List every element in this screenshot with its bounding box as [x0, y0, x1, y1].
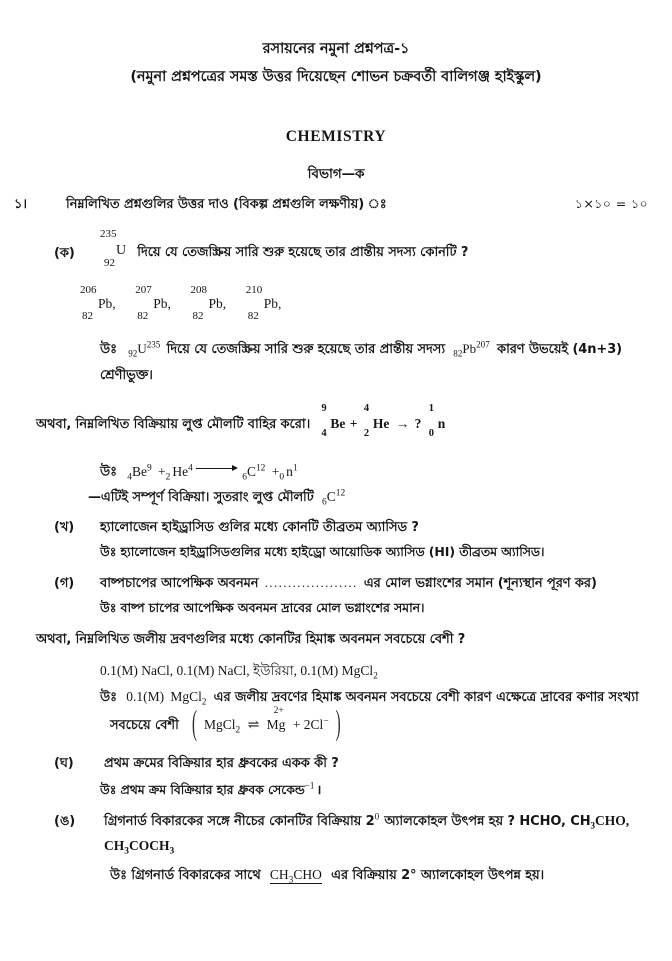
equil-left: MgCl [203, 717, 236, 732]
part-ka-alt-intro: অথবা, নিম্নলিখিত বিক্রিয়ায় লুপ্ত মৌলটি বাহির করো। [36, 417, 311, 432]
option-pb-206 [80, 284, 132, 322]
part-gha-answer [100, 780, 321, 802]
subject-heading: CHEMISTRY [285, 128, 387, 145]
alt-answer-line2-text: —এটিই সম্পূর্ণ বিক্রিয়া। সুতরাং লুপ্ত মৌলটি [88, 490, 314, 505]
option-mass: 206 [80, 284, 97, 296]
alt-answer-species [322, 488, 346, 508]
eq-plus-1: + [158, 463, 166, 479]
answer-pb-mass: 207 [476, 339, 490, 350]
he-atomic: 2 [363, 428, 370, 439]
part-ka-label: (ক) [54, 246, 75, 261]
part-ga-label: (গ) [54, 576, 75, 591]
option-symbol: Pb, [208, 296, 227, 311]
una-l2-b: COCH [128, 838, 170, 853]
equilibrium-equation [190, 706, 343, 736]
reaction-n [428, 403, 446, 439]
part-una-question-line-2 [104, 838, 175, 857]
equil-mg [266, 706, 286, 733]
part-gha-answer-text: উঃ প্রথম ক্রম বিক্রিয়ার হার ধ্রুবক সেকেন্ড [100, 782, 305, 797]
part-ga-alt-answer-line-2 [110, 706, 343, 737]
alt-ga-concentration: 0.1(M) [126, 689, 165, 704]
part-kha-question: হ্যালোজেন হাইড্রাসিড গুলির মধ্যে কোনটি তীব্রতম অ্যাসিড ? [100, 520, 419, 535]
eq-n-atomic: 0 [279, 472, 285, 483]
eq-he-mass: 4 [188, 463, 193, 473]
part-ga-question [100, 574, 597, 595]
be-atomic: 4 [321, 428, 327, 439]
part-gha-label: (ঘ) [54, 756, 74, 771]
option-pb-207 [135, 284, 187, 322]
option-mass: 208 [190, 284, 207, 296]
be-mass: 9 [321, 403, 327, 414]
isotope-symbol: U [116, 243, 127, 258]
n-atomic: 0 [428, 428, 434, 439]
isotope-u235 [100, 228, 134, 269]
part-ka-answer-line-1 [100, 340, 622, 361]
una-l2-sub1: 3 [124, 846, 129, 857]
alt-ga-formula: MgCl [170, 689, 202, 704]
isotope-atomic-number: 92 [104, 257, 115, 269]
eq-c-mass: 12 [255, 463, 266, 473]
alt-ga-formula-sub: 2 [201, 696, 207, 707]
species-atomic: 6 [322, 497, 327, 508]
answer-pb-atomic: 82 [453, 348, 463, 359]
reaction-arrow-icon: → [395, 416, 410, 431]
paper-title: রসায়নের নমুনা প্রশ্নপত্র-১ [262, 41, 410, 57]
be-symbol: Be [330, 416, 346, 431]
part-una-answer [110, 866, 544, 887]
answer-prefix: উঃ [100, 342, 117, 357]
option-atomic: 82 [137, 310, 149, 322]
una-degree-sup: 0 [374, 811, 380, 822]
reaction-plus: + [349, 416, 358, 431]
paper-subtitle: (নমুনা প্রশ্নপত্রের সমস্ত উত্তর দিয়েছেন শোভন চক্রবর্তী বালিগঞ্জ হাইস্কুল) [130, 69, 542, 85]
eq-be-mass: 9 [146, 463, 152, 473]
part-ka-question-text: দিয়ে যে তেজস্ক্রিয় সারি শুরু হয়েছে তার প্রান্তীয় সদস্য কোনটি ? [137, 245, 469, 260]
part-gha-exponent: −1 [304, 780, 315, 791]
answer-u-mass: 235 [146, 339, 161, 350]
equil-left-sub: 2 [235, 725, 241, 736]
eq-c-symbol: C [246, 463, 256, 479]
option-atomic: 82 [192, 310, 204, 322]
answer-middle-text: দিয়ে যে তেজস্ক্রিয় সারি শুরু হয়েছে তার প্রান্তীয় সদস্য [166, 342, 446, 357]
una-answer-species [270, 867, 322, 884]
part-ga-alt-intro: অথবা, নিম্নলিখিত জলীয় দ্রবণগুলির মধ্যে কোনটির হিমাঙ্ক অবনমন সবচেয়ে বেশী ? [36, 632, 466, 647]
section-heading: বিভাগ—ক [307, 166, 365, 182]
options-subscript: 2 [373, 670, 378, 681]
he-symbol: He [372, 416, 390, 431]
part-ga-question-after: এর মোল ভগ্নাংশের সমান (শূন্যস্থান পূরণ কর) [363, 576, 597, 591]
una-species-a: CH [269, 867, 289, 882]
isotope-mass-number: 235 [100, 228, 117, 240]
part-ka-alt-reaction [321, 403, 446, 439]
question-1-instruction: নিম্নলিখিত প্রশ্নগুলির উত্তর দাও (বিকল্প প্রশ্নগুলি লক্ষণীয়) ঃ [66, 197, 387, 212]
question-1-marks: ১×১০ = ১০ [574, 196, 648, 211]
una-species-sub: 3 [288, 875, 294, 886]
eq-he-symbol: He [172, 463, 189, 479]
una-ch3-sub: 3 [590, 820, 596, 831]
equil-right: + 2Cl [292, 717, 324, 732]
question-1-number: ১। [14, 197, 27, 212]
part-ka-alt-answer-line-2 [88, 488, 345, 509]
equilibrium-arrow-icon: ⇌ [247, 718, 260, 733]
mg-symbol: Mg [266, 717, 286, 732]
alt-answer-equation [127, 463, 298, 483]
una-l2-a: CH [104, 838, 125, 853]
una-q-text-c: CHO, [595, 813, 630, 828]
answer-tail-text: কারণ উভয়েই (4n+3) [496, 342, 622, 357]
species-symbol: C [326, 489, 336, 504]
part-ka-options [80, 284, 298, 322]
option-atomic: 82 [82, 310, 93, 322]
eq-n-mass: 1 [292, 463, 298, 473]
eq-be-atomic: 4 [127, 472, 132, 483]
una-q-text-b: অ্যালকোহল উৎপন্ন হয় ? HCHO, CH [384, 814, 591, 829]
part-ga-question-before: বাষ্পচাপের আপেক্ষিক অবনমন [100, 576, 259, 591]
option-pb-208 [190, 284, 243, 322]
option-mass: 207 [135, 284, 152, 296]
reaction-unknown: ? [414, 416, 422, 431]
option-mass: 210 [245, 284, 263, 296]
part-ga-alt-answer-line-1 [100, 688, 639, 709]
n-symbol: n [437, 416, 446, 431]
una-answer-tail: এর বিক্রিয়ায় 2° অ্যালকোহল উৎপন্ন হয়। [331, 868, 545, 883]
una-q-text-a: গ্রিগনার্ড বিকারকের সঙ্গে নীচের কোনটির বিক্রিয়ায় 2 [104, 814, 375, 829]
answer-u-symbol: U [137, 341, 147, 356]
eq-he-atomic: 2 [165, 472, 171, 483]
option-symbol: Pb, [263, 296, 282, 311]
part-una-question-line-1 [104, 812, 629, 833]
option-symbol: Pb, [98, 296, 116, 311]
cl-charge-label: − [323, 716, 329, 727]
part-kha-label: (খ) [54, 520, 75, 535]
eq-c-atomic: 6 [242, 472, 247, 483]
answer-u-atomic: 92 [128, 348, 138, 359]
eq-be-symbol: Be [131, 463, 147, 479]
option-symbol: Pb, [153, 296, 171, 311]
reaction-he [363, 403, 390, 439]
option-atomic: 82 [247, 310, 259, 322]
part-gha-answer-end: । [316, 783, 322, 798]
una-answer-prefix: উঃ গ্রিগনার্ড বিকারকের সাথে [110, 868, 261, 883]
answer-isotope-u [128, 339, 161, 359]
part-ga-alt-options [100, 660, 378, 683]
reaction-be [321, 403, 346, 439]
eq-plus-2: + [271, 463, 280, 479]
answer-isotope-pb [453, 339, 490, 359]
part-ga-answer: উঃ বাষ্প চাপের আপেক্ষিক অবনমন দ্রাবের মোল ভগ্নাংশের সমান। [100, 600, 425, 615]
answer-pb-symbol: Pb [462, 341, 477, 356]
una-species-b: CHO [293, 867, 322, 882]
part-una-label: (ঙ) [54, 814, 76, 829]
eq-arrow-icon [196, 462, 242, 476]
alt-ga-answer-line2-prefix: সবচেয়ে বেশী [110, 718, 179, 733]
part-kha-answer: উঃ হ্যালোজেন হাইড্রাসিডগুলির মধ্যে হাইড্রো আয়োডিক অ্যাসিড (HI) তীব্রতম অ্যাসিড। [100, 544, 545, 559]
alt-ga-answer-prefix: উঃ [100, 690, 117, 705]
fill-in-blank: .................... [264, 575, 358, 590]
n-mass: 1 [428, 403, 434, 414]
options-text: 0.1(M) NaCl, 0.1(M) NaCl, ইউরিয়া, 0.1(M) MgCl [100, 663, 374, 678]
part-ka-answer-line-2: শ্রেণীভুক্ত। [100, 368, 153, 383]
eq-n-symbol: n [286, 463, 293, 479]
alt-ga-answer-text: এর জলীয় দ্রবণের হিমাঙ্ক অবনমন সবচেয়ে বেশী কারণ এক্ষেত্রে দ্রাবের কণার সংখ্যা [213, 690, 639, 705]
part-ka-alt-row [36, 403, 446, 439]
mg-charge-label: 2+ [273, 706, 284, 716]
part-ka-alt-answer-line-1 [100, 462, 298, 484]
alt-answer-prefix: উঃ [100, 464, 117, 480]
species-mass: 12 [335, 488, 346, 499]
part-ka-question [100, 228, 469, 269]
part-gha-question: প্রথম ক্রমের বিক্রিয়ার হার ধ্রুবকের একক কী ? [104, 756, 339, 771]
he-mass: 4 [363, 403, 370, 414]
una-l2-sub2: 3 [169, 846, 175, 857]
option-pb-210 [245, 284, 298, 322]
